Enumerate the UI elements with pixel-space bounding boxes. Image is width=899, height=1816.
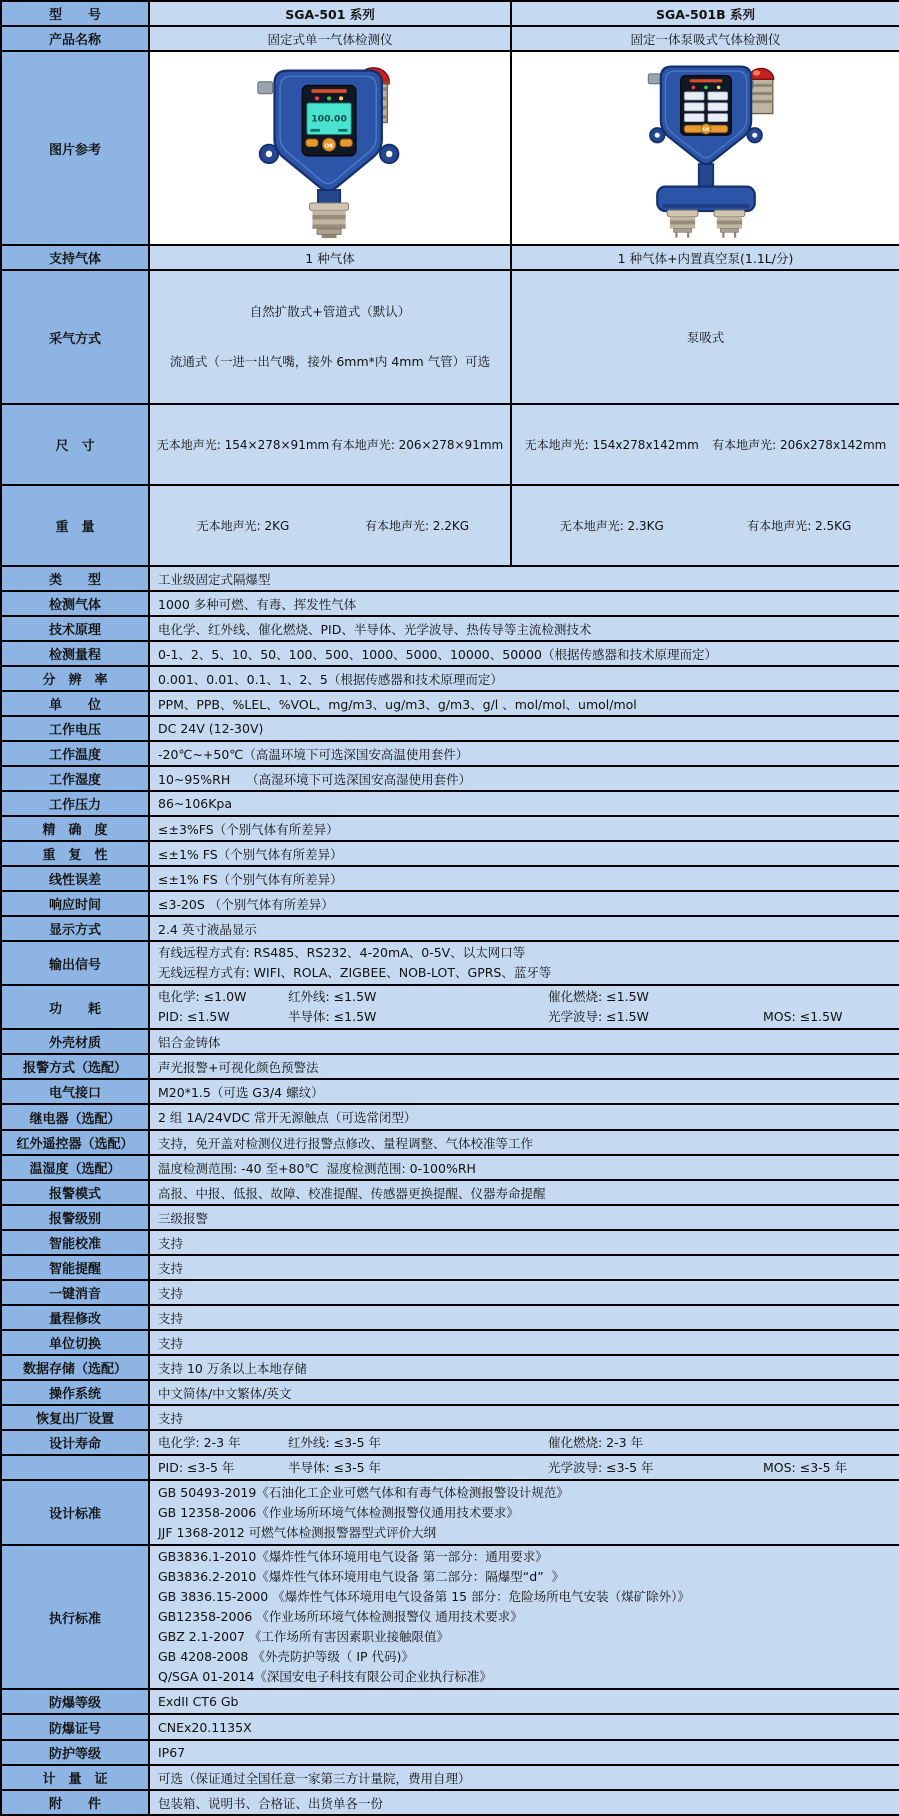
spec-row	[1, 616, 899, 641]
spec-value-line: 有线远程方式有: RS485、RS232、4-20mA、0-5V、以太网口等	[158, 945, 526, 960]
spec-row-value: ≤3-20S （个别气体有所差异）	[149, 891, 899, 916]
spec-row-label: 单位切换	[1, 1330, 149, 1355]
spec-row-value: 高报、中报、低报、故障、校准提醒、传感器更换提醒、仪器寿命提醒	[149, 1180, 899, 1205]
sampling-method-value-2: 泵吸式	[511, 270, 899, 404]
spec-row-value: PPM、PPB、%LEL、%VOL、mg/m3、ug/m3、g/m3、g/l 、mol/mol、umol/mol	[149, 691, 899, 716]
weight-value-1	[149, 485, 511, 566]
device-1-side-fitting	[258, 82, 273, 94]
spec-row-label: 报警级别	[1, 1205, 149, 1230]
spec-rows-body	[1, 566, 899, 1815]
spec-row-label: 数据存储（选配）	[1, 1355, 149, 1380]
series-1-title: SGA-501 系列	[149, 1, 511, 26]
spec-row-label: 精 确 度	[1, 816, 149, 841]
spec-row-label: 重 复 性	[1, 841, 149, 866]
spec-row	[1, 841, 899, 866]
spec-value-segment: 半导体: ≤1.5W	[288, 1009, 377, 1024]
spec-row	[1, 1230, 899, 1255]
dimensions-value-1	[149, 404, 511, 485]
sampling-method-value-1	[149, 270, 511, 404]
spec-value-segment: 半导体: ≤3-5 年	[288, 1459, 382, 1475]
spec-row	[1, 1689, 899, 1714]
spec-row-value: 1000 多种可燃、有毒、挥发性气体	[149, 591, 899, 616]
device-2-image-cell	[511, 51, 899, 245]
spec-row-value: 三级报警	[149, 1205, 899, 1230]
spec-row-value	[149, 1430, 899, 1455]
spec-value-segment: 电化学: 2-3 年	[158, 1434, 241, 1450]
spec-row-label: 一键消音	[1, 1280, 149, 1305]
spec-row-label: 设计标准	[1, 1480, 149, 1545]
dimensions-row	[1, 404, 899, 485]
supported-gas-value-2: 1 种气体+内置真空泵(1.1L/分)	[511, 245, 899, 270]
spec-value-line: JJF 1368-2012 可燃气体检测报警器型式评价大纲	[158, 1524, 437, 1540]
spec-row	[1, 1180, 899, 1205]
spec-row-value	[149, 941, 899, 985]
spec-row	[1, 791, 899, 816]
spec-row-label: 电气接口	[1, 1079, 149, 1104]
spec-row-label: 检测量程	[1, 641, 149, 666]
spec-row-value: 电化学、红外线、催化燃烧、PID、半导体、光学波导、热传导等主流检测技术	[149, 616, 899, 641]
spec-row	[1, 1029, 899, 1054]
spec-row-value: 铝合金铸体	[149, 1029, 899, 1054]
spec-row	[1, 1740, 899, 1765]
spec-row-label: 类 型	[1, 566, 149, 591]
spec-value-line: GB3836.1-2010《爆炸性气体环境用电气设备 第一部分：通用要求》	[158, 1549, 548, 1564]
spec-row-label: 报警模式	[1, 1180, 149, 1205]
spec-row	[1, 716, 899, 741]
sampling-line-2: 流通式（一进一出气嘴，接外 6mm*内 4mm 气管）可选	[169, 354, 491, 369]
spec-row	[1, 1714, 899, 1740]
spec-row-label: 操作系统	[1, 1380, 149, 1405]
spec-row-label: 显示方式	[1, 916, 149, 941]
supported-gas-label: 支持气体	[1, 245, 149, 270]
spec-row-label: 功 耗	[1, 985, 149, 1029]
spec-row-label: 防护等级	[1, 1740, 149, 1765]
spec-row	[1, 1330, 899, 1355]
spec-row	[1, 1255, 899, 1280]
spec-row	[1, 1104, 899, 1130]
spec-row-label: 防爆证号	[1, 1714, 149, 1740]
spec-value-line: 无线远程方式有: WIFI、ROLA、ZIGBEE、NOB-LOT、GPRS、蓝牙等	[158, 965, 552, 980]
spec-row-label: 响应时间	[1, 891, 149, 916]
dimensions-2a: 无本地声光: 154x278x142mm	[524, 438, 699, 452]
spec-value-segment: 光学波导: ≤1.5W	[548, 1009, 649, 1024]
image-row-label: 图片参考	[1, 51, 149, 245]
spec-row-value: CNEx20.1135X	[149, 1714, 899, 1740]
spec-row-value: 支持	[149, 1230, 899, 1255]
spec-row	[1, 985, 899, 1029]
spec-value-segment: 催化燃烧: ≤1.5W	[548, 989, 649, 1004]
device-1-ok-text: OK	[324, 143, 334, 150]
spec-row-value: 支持	[149, 1280, 899, 1305]
spec-row-label: 温湿度（选配）	[1, 1155, 149, 1180]
spec-row	[1, 816, 899, 841]
spec-row-value: 声光报警+可视化颜色预警法	[149, 1054, 899, 1079]
spec-value-segment: 红外线: ≤1.5W	[288, 989, 377, 1004]
sampling-method-label: 采气方式	[1, 270, 149, 404]
image-reference-row	[1, 51, 899, 245]
spec-row-label: 量程修改	[1, 1305, 149, 1330]
spec-row-value: M20*1.5（可选 G3/4 螺纹）	[149, 1079, 899, 1104]
spec-row-label: 技术原理	[1, 616, 149, 641]
device-1-photo	[256, 54, 404, 239]
spec-row-label: 工作湿度	[1, 766, 149, 791]
spec-row	[1, 1130, 899, 1155]
weight-value-2	[511, 485, 899, 566]
product-2-name: 固定一体泵吸式气体检测仪	[511, 26, 899, 51]
spec-row	[1, 891, 899, 916]
spec-row-value: ≤±3%FS（个别气体有所差异）	[149, 816, 899, 841]
spec-row-label: 工作电压	[1, 716, 149, 741]
spec-row	[1, 566, 899, 591]
spec-row-value: IP67	[149, 1740, 899, 1765]
spec-row-value: 10~95%RH （高湿环境下可选深国安高湿使用套件）	[149, 766, 899, 791]
device-2-photo	[623, 54, 789, 239]
spec-row	[1, 1455, 899, 1480]
spec-row	[1, 1430, 899, 1455]
spec-row-label: 智能校准	[1, 1230, 149, 1255]
spec-row-value: ExdII CT6 Gb	[149, 1689, 899, 1714]
sampling-method-row	[1, 270, 899, 404]
spec-row	[1, 1280, 899, 1305]
spec-row-label: 计 量 证	[1, 1765, 149, 1790]
spec-row-value: 0.001、0.01、0.1、1、2、5（根据传感器和技术原理而定）	[149, 666, 899, 691]
spec-row-value	[149, 985, 899, 1029]
supported-gas-value-1: 1 种气体	[149, 245, 511, 270]
device-1-reading: 100.00	[311, 113, 347, 125]
spec-row-value: 支持	[149, 1305, 899, 1330]
spec-row	[1, 1405, 899, 1430]
spec-value-line: GB12358-2006 《作业场所环境气体检测报警仪 通用技术要求》	[158, 1609, 523, 1624]
device-2-probe-right	[714, 210, 745, 238]
dimensions-value-2	[511, 404, 899, 485]
spec-row	[1, 1480, 899, 1545]
spec-row	[1, 1545, 899, 1689]
spec-value-segment: 电化学: ≤1.0W	[158, 989, 247, 1004]
spec-row-value	[149, 1480, 899, 1545]
spec-value-segment: MOS: ≤1.5W	[763, 1009, 843, 1024]
spec-row-value: -20℃~+50℃（高温环境下可选深国安高温使用套件）	[149, 741, 899, 766]
spec-row-value: 中文简体/中文繁体/英文	[149, 1380, 899, 1405]
spec-row-value: ≤±1% FS（个别气体有所差异）	[149, 841, 899, 866]
spec-value-line: GB 50493-2019《石油化工企业可燃气体和有毒气体检测报警设计规范》	[158, 1484, 569, 1500]
spec-row-label: 线性误差	[1, 866, 149, 891]
spec-row-value: 0-1、2、5、10、50、100、500、1000、5000、10000、50000（根据传感器和技术原理而定）	[149, 641, 899, 666]
spec-row-value: 包装箱、说明书、合格证、出货单各一份	[149, 1790, 899, 1815]
spec-value-line: GB3836.2-2010《爆炸性气体环境用电气设备 第二部分：隔爆型“d” 》	[158, 1569, 565, 1584]
spec-row-label: 继电器（选配）	[1, 1104, 149, 1130]
spec-value-line: GB 12358-2006《作业场所环境气体检测报警仪通用技术要求》	[158, 1504, 519, 1520]
spec-value-line: GB 4208-2008 《外壳防护等级（ IP 代码)》	[158, 1649, 414, 1664]
spec-row	[1, 691, 899, 716]
spec-row-label: 工作温度	[1, 741, 149, 766]
spec-row-value: 2.4 英寸液晶显示	[149, 916, 899, 941]
weight-1a: 无本地声光: 2KG	[196, 519, 290, 533]
device-1-sensor-probe	[310, 203, 349, 210]
spec-row	[1, 1790, 899, 1815]
spec-row	[1, 591, 899, 616]
spec-value-segment: 催化燃烧: 2-3 年	[548, 1434, 644, 1450]
spec-row-label: 工作压力	[1, 791, 149, 816]
spec-value-segment: PID: ≤1.5W	[158, 1009, 230, 1024]
product-name-row	[1, 26, 899, 51]
spec-row-value: 温度检测范围: -40 至+80℃ 湿度检测范围: 0-100%RH	[149, 1155, 899, 1180]
spec-value-line: Q/SGA 01-2014《深国安电子科技有限公司企业执行标准》	[158, 1669, 492, 1684]
series-2-title: SGA-501B 系列	[511, 1, 899, 26]
spec-value-line: GBZ 2.1-2007 《工作场所有害因素职业接触限值》	[158, 1629, 449, 1644]
spec-row-value: 支持，免开盖对检测仪进行报警点修改、量程调整、气体校准等工作	[149, 1130, 899, 1155]
spec-row	[1, 1765, 899, 1790]
dimensions-2b: 有本地声光: 206x278x142mm	[712, 438, 887, 452]
dimensions-label: 尺 寸	[1, 404, 149, 485]
dimensions-1a: 无本地声光: 154×278×91mm	[156, 438, 330, 452]
weight-row	[1, 485, 899, 566]
weight-1b: 有本地声光: 2.2KG	[364, 519, 470, 533]
spec-row	[1, 1205, 899, 1230]
weight-2b: 有本地声光: 2.5KG	[747, 519, 852, 533]
spec-row	[1, 916, 899, 941]
spec-row-label	[1, 1455, 149, 1480]
spec-row-value: 工业级固定式隔爆型	[149, 566, 899, 591]
spec-row-label: 检测气体	[1, 591, 149, 616]
spec-value-segment: 光学波导: ≤3-5 年	[548, 1459, 654, 1475]
spec-row-value: 支持	[149, 1405, 899, 1430]
spec-row-label: 报警方式（选配）	[1, 1054, 149, 1079]
spec-row-label: 智能提醒	[1, 1255, 149, 1280]
spec-row-value: 2 组 1A/24VDC 常开无源触点（可选常闭型）	[149, 1104, 899, 1130]
spec-row	[1, 1305, 899, 1330]
spec-row-value: 86~106Kpa	[149, 791, 899, 816]
spec-value-segment: 红外线: ≤3-5 年	[288, 1434, 382, 1450]
spec-row	[1, 741, 899, 766]
spec-row	[1, 1054, 899, 1079]
device-1-image-cell	[149, 51, 511, 245]
product-1-name: 固定式单一气体检测仪	[149, 26, 511, 51]
spec-row	[1, 641, 899, 666]
spec-row-label: 恢复出厂设置	[1, 1405, 149, 1430]
device-1-button-left	[306, 139, 318, 146]
spec-row-value: 支持	[149, 1255, 899, 1280]
device-2-probe-left	[667, 210, 698, 238]
sampling-line-1: 自然扩散式+管道式（默认）	[249, 304, 411, 319]
spec-row-label: 单 位	[1, 691, 149, 716]
weight-label: 重 量	[1, 485, 149, 566]
spec-row-label: 输出信号	[1, 941, 149, 985]
model-row	[1, 1, 899, 26]
weight-2a: 无本地声光: 2.3KG	[559, 519, 664, 533]
product-name-label: 产品名称	[1, 26, 149, 51]
spec-row-label: 分 辨 率	[1, 666, 149, 691]
spec-row-label: 执行标准	[1, 1545, 149, 1689]
spec-row-value	[149, 1455, 899, 1480]
spec-row-value: 可选（保证通过全国任意一家第三方计量院，费用自理）	[149, 1765, 899, 1790]
spec-row	[1, 1079, 899, 1104]
spec-row-value: 支持	[149, 1330, 899, 1355]
device-1-button-right	[340, 139, 352, 146]
dimensions-1b: 有本地声光: 206×278×91mm	[330, 438, 504, 452]
spec-row-value	[149, 1545, 899, 1689]
spec-row-label: 附 件	[1, 1790, 149, 1815]
supported-gas-row	[1, 245, 899, 270]
model-row-label: 型 号	[1, 1, 149, 26]
spec-row	[1, 1355, 899, 1380]
spec-row	[1, 766, 899, 791]
spec-value-segment: MOS: ≤3-5 年	[763, 1459, 848, 1475]
spec-row	[1, 941, 899, 985]
spec-row	[1, 666, 899, 691]
device-2-ok-text: OK	[701, 128, 710, 134]
spec-row-label: 外壳材质	[1, 1029, 149, 1054]
spec-row-value: 支持 10 万条以上本地存储	[149, 1355, 899, 1380]
spec-row-label: 红外遥控器（选配）	[1, 1130, 149, 1155]
spec-row-label: 防爆等级	[1, 1689, 149, 1714]
spec-row	[1, 1155, 899, 1180]
spec-row-value: ≤±1% FS（个别气体有所差异）	[149, 866, 899, 891]
spec-value-segment: PID: ≤3-5 年	[158, 1459, 235, 1475]
spec-value-line: GB 3836.15-2000 《爆炸性气体环境用电气设备第 15 部分：危险场所电气安装（煤矿除外）》	[158, 1589, 690, 1604]
spec-row	[1, 866, 899, 891]
spec-row	[1, 1380, 899, 1405]
spec-row-label: 设计寿命	[1, 1430, 149, 1455]
spec-row-value: DC 24V (12-30V)	[149, 716, 899, 741]
